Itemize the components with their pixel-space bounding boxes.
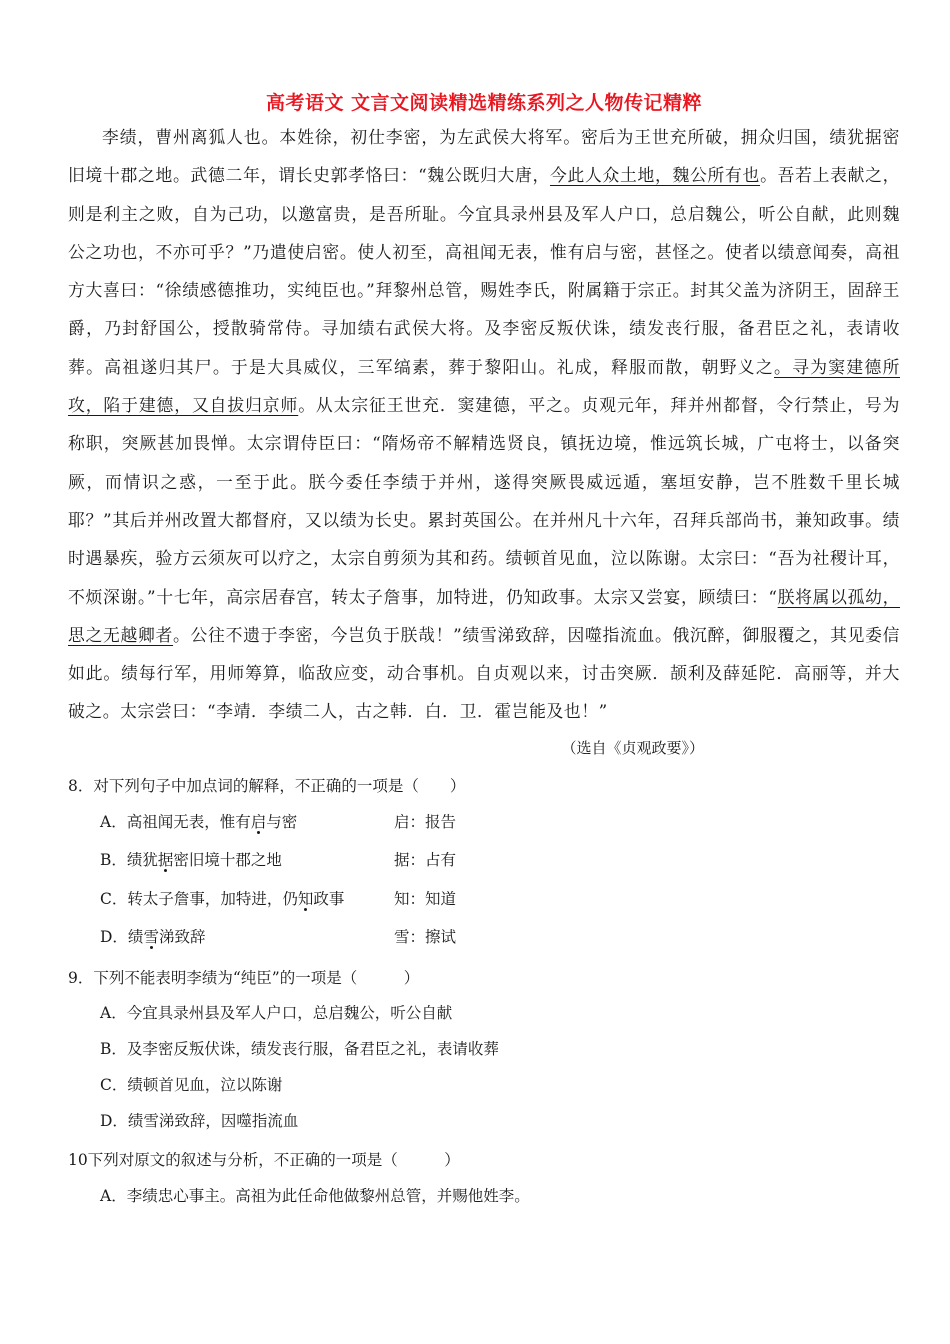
dotted-word: 据: [157, 851, 174, 870]
passage-segment: 。从太宗征王世充．窦建德，平之。贞观元年，拜并州都督，令行禁止，号为称职，突厥甚加畏惮。太宗谓侍臣曰：“隋炀帝不解精选贤良，镇抚边境，惟远筑长城，广屯将士，以备突厥，而情识之惑，一至于此。朕今委任李绩于并州，遂得突厥畏威远遁，塞垣安静，岂不胜数千里长城耶？”其后并州改置大都督府，又以绩为长史。累封英国公。在并州凡十六年，召拜兵部尚书，兼知政事。绩时遇暴疾，验方云须灰可以疗之，太宗自剪须为其和药。绩顿首见血，泣以陈谢。太宗曰：“吾为社稷计耳，不烦深谢。”十七年，高宗居春宫，转太子詹事，加特进，仍知政事。太宗又尝宴，顾绩曰：“: [68, 395, 900, 607]
option-gloss: 知：知道: [394, 889, 457, 908]
question-10-option-a: A．李绩忠心事主。高祖为此任命他做黎州总管，并赐他姓李。: [100, 1186, 530, 1205]
dotted-word: 启: [250, 812, 267, 831]
option-gloss: 雪：擦试: [394, 928, 457, 947]
question-9: [68, 961, 900, 1139]
passage-segment: 李绩，曹州离狐人也。本姓徐，初仕李密，为左武侯大将军。密后为王世充所破，拥众归国，绩犹据密旧境十郡之地。武德二年，谓长史郭孝恪曰：“魏公既归大唐，: [68, 127, 900, 186]
underlined-sentence-3: 朕将属以孤幼，思之无越卿者: [68, 586, 901, 645]
document-page: [68, 88, 900, 1215]
question-9-stem: 9．下列不能表明李绩为“纯臣”的一项是（ ）: [68, 968, 420, 987]
question-9-option-c: C．绩顿首见血，泣以陈谢: [100, 1075, 283, 1094]
option-gloss: 据：占有: [394, 851, 457, 870]
dotted-word: 雪: [143, 928, 159, 947]
question-9-option-b: B．及李密反叛伏诛，绩发丧行服，备君臣之礼，表请收葬: [100, 1039, 499, 1058]
passage-segment: 。吾若上表献之，则是利主之败，自为己功，以邀富贵，是吾所耻。今宜具录州县及军人户口，总启魏公，听公自献，此则魏公之功也，不亦可乎？”乃遣使启密。使人初至，高祖闻无表，惟有启与密，甚怪之。使者以绩意闻奏，高祖方大喜曰：“徐绩感德推功，实纯臣也。”拜黎州总管，赐姓李氏，附属籍于宗正。封其父盖为济阴王，固辞王爵，乃封舒国公，授散骑常侍。寻加绩右武侯大将。及李密反叛伏诛，绩发丧行服，备君臣之礼，表请收葬。高祖遂归其尸。于是大具威仪，三军缟素，葬于黎阳山。礼成，释服而散，朝野义之: [68, 165, 900, 377]
question-10: [68, 1143, 900, 1216]
passage-text: [68, 118, 900, 731]
passage-source: （选自《贞观政要》）: [561, 738, 704, 757]
question-8-option-d: D．绩雪涕致辞 雪：擦试: [100, 918, 900, 957]
document-title: 高考语文 文言文阅读精选精练系列之人物传记精粹: [265, 92, 703, 114]
dotted-word: 知: [297, 889, 314, 908]
question-8-option-b: B．绩犹据密旧境十郡之地 据：占有: [100, 841, 900, 880]
question-10-stem: 10下列对原文的叙述与分析，不正确的一项是（ ）: [68, 1150, 460, 1169]
underlined-sentence-1: 今此人众土地，魏公所有也: [549, 165, 761, 186]
question-8-option-c: C．转太子詹事，加特进，仍知政事 知：知道: [100, 880, 900, 919]
question-8-option-a: A．高祖闻无表，惟有启与密 启：报告: [100, 803, 900, 842]
underlined-sentence-2: 。寻为窦建德所攻，陷于建德，又自拔归京师: [68, 356, 900, 416]
option-gloss: 启：报告: [394, 812, 457, 831]
question-9-option-d: D．绩雪涕致辞，因噬指流血: [100, 1111, 299, 1130]
question-8: [68, 769, 900, 957]
passage-segment: 。公往不遗于李密，今岂负于朕哉！”绩雪涕致辞，因噬指流血。俄沉醉，御服覆之，其见委信如此。绩每行军，用师筹算，临敌应变，动合事机。自贞观以来，讨击突厥．颉利及薛延陀．高丽等，并大破之。太宗尝曰：“李靖．李绩二人，古之韩．白．卫．霍岂能及也！”: [68, 624, 900, 722]
question-9-option-a: A．今宜具录州县及军人户口，总启魏公，听公自献: [100, 1003, 453, 1022]
question-8-stem: 8．对下列句子中加点词的解释，不正确的一项是（ ）: [68, 776, 466, 795]
